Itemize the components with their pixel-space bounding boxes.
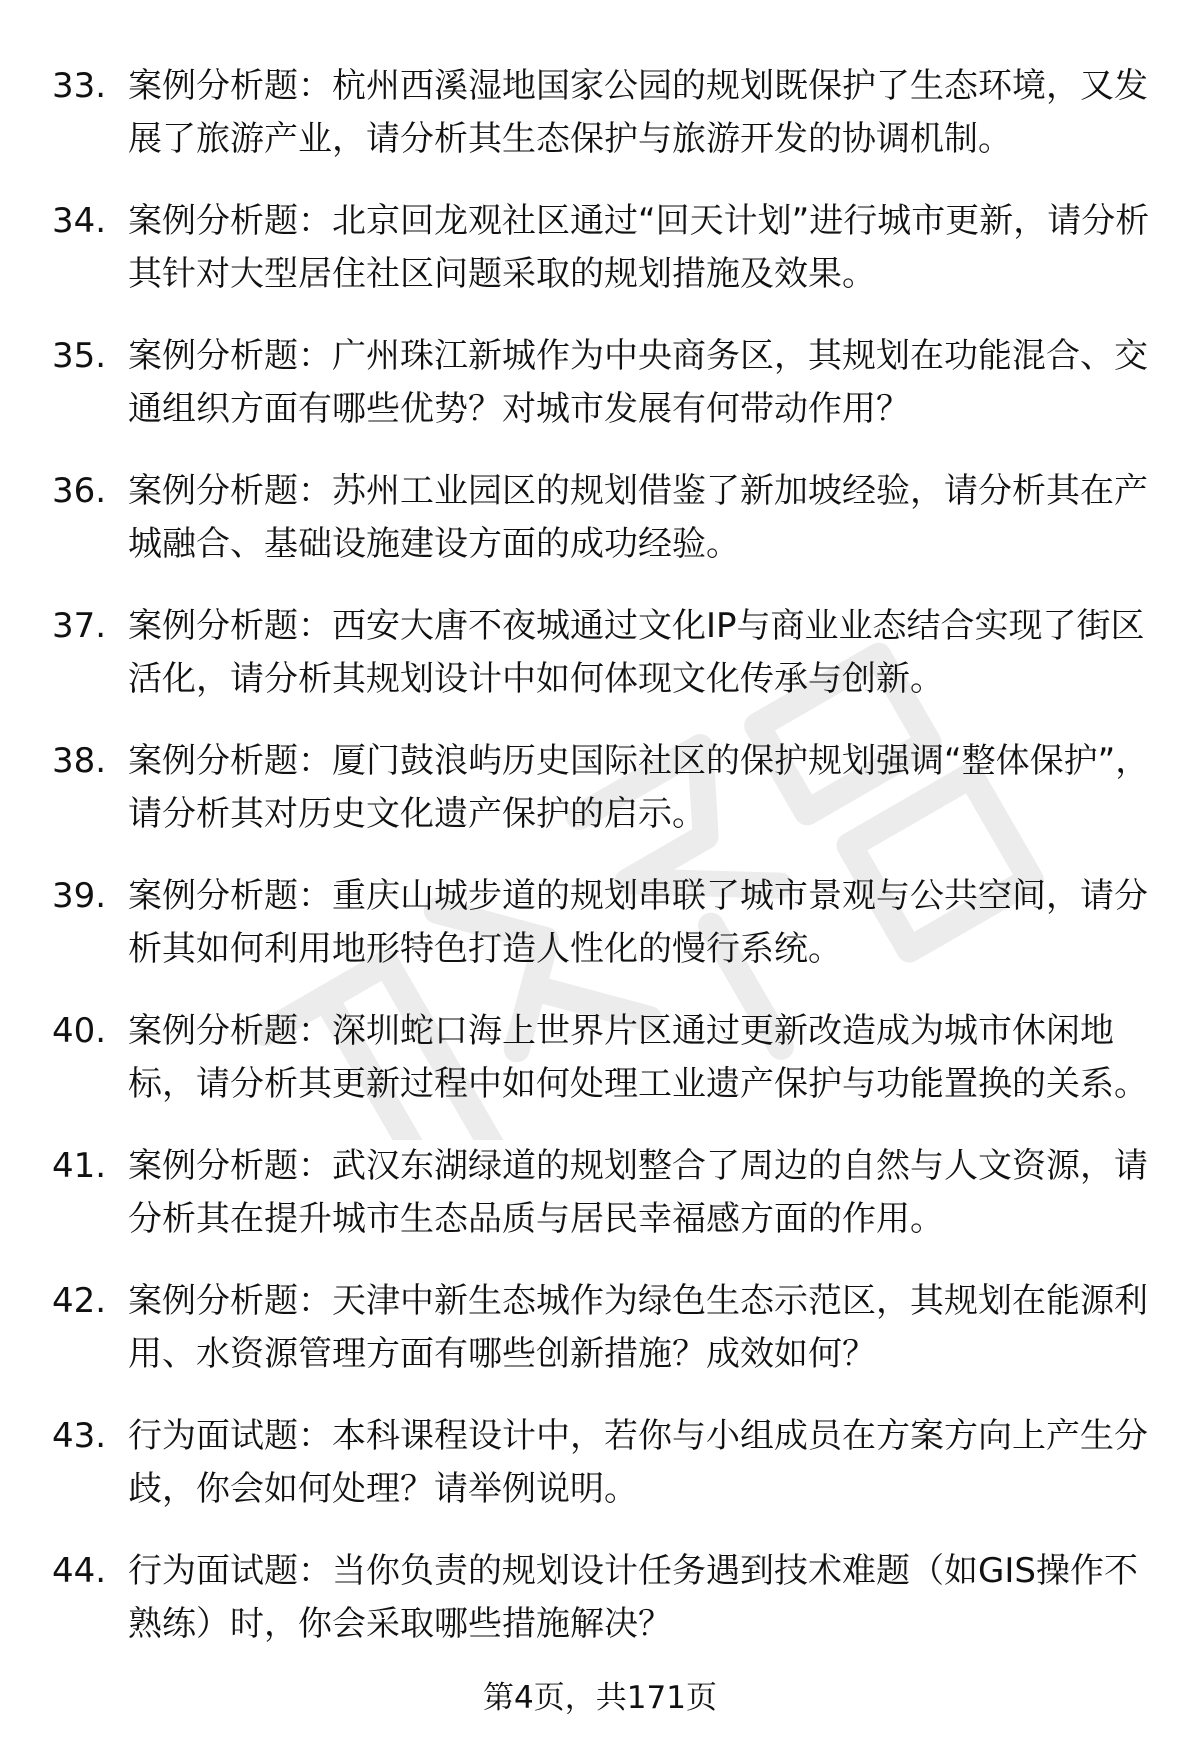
- question-list: [52, 60, 1152, 1680]
- question-text: 案例分析题：深圳蛇口海上世界片区通过更新改造成为城市休闲地标，请分析其更新过程中如何处理工业遗产保护与功能置换的关系。: [128, 1011, 1148, 1104]
- question-text: 案例分析题：厦门鼓浪屿历史国际社区的保护规划强调“整体保护”，请分析其对历史文化遗产保护的启示。: [128, 741, 1150, 834]
- list-item: [52, 1275, 1152, 1381]
- list-item: [52, 600, 1152, 706]
- question-text: 案例分析题：广州珠江新城作为中央商务区，其规划在功能混合、交通组织方面有哪些优势？对城市发展有何带动作用？: [128, 336, 1148, 429]
- list-item: [52, 1005, 1152, 1111]
- list-item: [52, 195, 1152, 301]
- list-item: [52, 330, 1152, 436]
- question-number: 33.: [52, 66, 107, 106]
- question-text: 案例分析题：北京回龙观社区通过“回天计划”进行城市更新，请分析其针对大型居住社区问题采取的规划措施及效果。: [128, 201, 1150, 294]
- question-text: 案例分析题：杭州西溪湿地国家公园的规划既保护了生态环境，又发展了旅游产业，请分析其生态保护与旅游开发的协调机制。: [128, 66, 1148, 159]
- question-text: 案例分析题：天津中新生态城作为绿色生态示范区，其规划在能源利用、水资源管理方面有哪些创新措施？成效如何？: [128, 1281, 1148, 1374]
- list-item: [52, 60, 1152, 166]
- list-item: [52, 1545, 1152, 1651]
- question-text: 案例分析题：重庆山城步道的规划串联了城市景观与公共空间，请分析其如何利用地形特色打造人性化的慢行系统。: [128, 876, 1148, 969]
- question-number: 36.: [52, 471, 107, 511]
- page-number-footer: 第4页，共171页: [483, 1680, 717, 1716]
- question-number: 41.: [52, 1146, 107, 1186]
- question-number: 35.: [52, 336, 107, 376]
- question-text: 行为面试题：本科课程设计中，若你与小组成员在方案方向上产生分歧，你会如何处理？请举例说明。: [128, 1416, 1148, 1509]
- question-number: 44.: [52, 1551, 107, 1591]
- question-text: 案例分析题：武汉东湖绿道的规划整合了周边的自然与人文资源，请分析其在提升城市生态品质与居民幸福感方面的作用。: [128, 1146, 1148, 1239]
- list-item: [52, 1410, 1152, 1516]
- list-item: [52, 1140, 1152, 1246]
- list-item: [52, 465, 1152, 571]
- question-number: 37.: [52, 606, 107, 646]
- question-number: 40.: [52, 1011, 107, 1051]
- question-number: 43.: [52, 1416, 107, 1456]
- question-number: 42.: [52, 1281, 107, 1321]
- question-number: 39.: [52, 876, 107, 916]
- list-item: [52, 735, 1152, 841]
- question-number: 38.: [52, 741, 107, 781]
- question-text: 行为面试题：当你负责的规划设计任务遇到技术难题（如GIS操作不熟练）时，你会采取哪些措施解决？: [128, 1551, 1138, 1644]
- question-text: 案例分析题：西安大唐不夜城通过文化IP与商业业态结合实现了街区活化，请分析其规划设计中如何体现文化传承与创新。: [128, 606, 1145, 699]
- question-text: 案例分析题：苏州工业园区的规划借鉴了新加坡经验，请分析其在产城融合、基础设施建设方面的成功经验。: [128, 471, 1148, 564]
- question-number: 34.: [52, 201, 107, 241]
- list-item: [52, 870, 1152, 976]
